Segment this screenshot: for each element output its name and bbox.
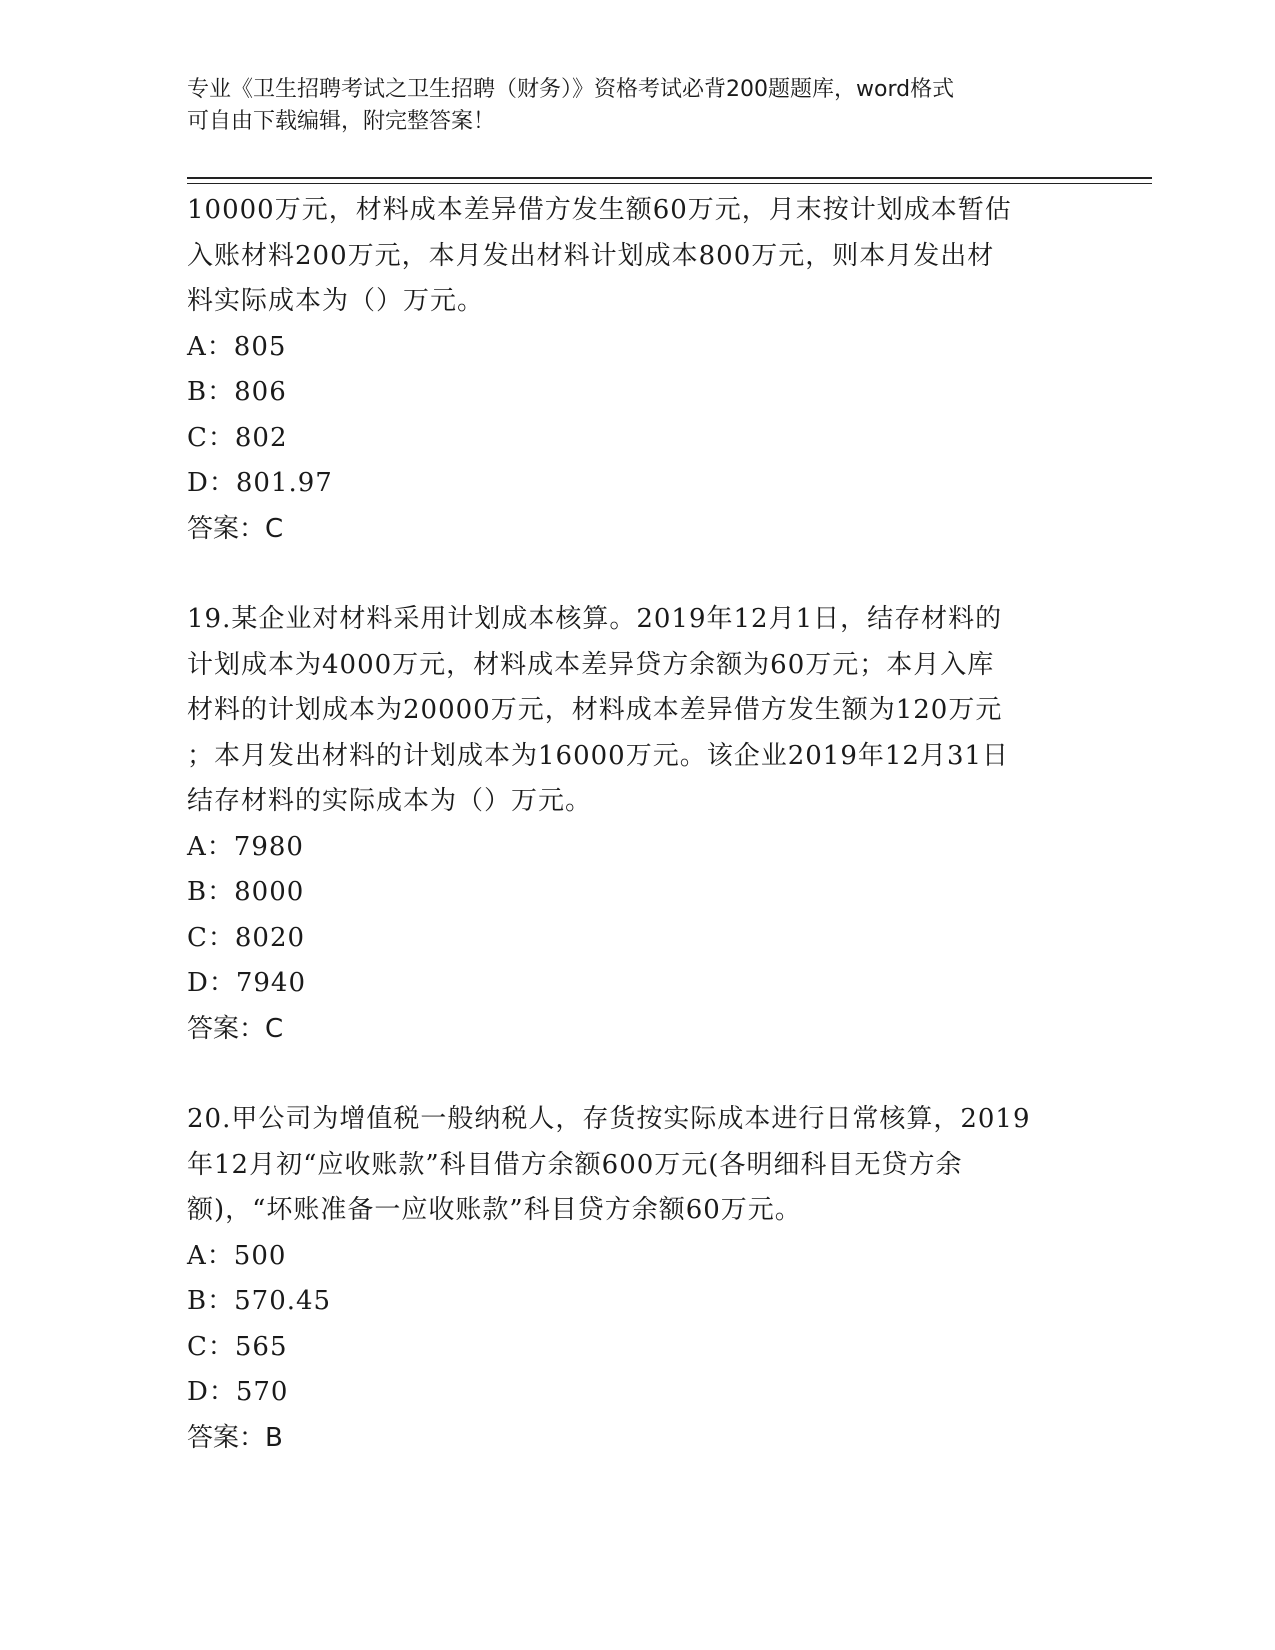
option-b: B：570.45: [187, 1286, 332, 1316]
question-block: [187, 1097, 1087, 1461]
question-stem-line: 材料的计划成本为20000万元，材料成本差异借方发生额为120万元: [187, 695, 1003, 725]
question-block: [187, 597, 1087, 1052]
option-d: D：7940: [187, 968, 307, 998]
option-b: B：806: [187, 377, 287, 407]
spacer: [187, 1052, 1087, 1097]
question-stem-line: 19.某企业对材料采用计划成本核算。2019年12月1日，结存材料的: [187, 604, 1003, 634]
option-d: D：570: [187, 1377, 289, 1407]
option-a: A：500: [187, 1240, 287, 1271]
question-stem-line: 计划成本为4000万元，材料成本差异贷方余额为60万元；本月入库: [187, 649, 995, 680]
document-header: [187, 74, 1067, 138]
question-block: [187, 188, 1087, 552]
question-stem-line: 10000万元，材料成本差异借方发生额60万元，月末按计划成本暂估: [187, 195, 1012, 225]
answer-line: 答案：B: [187, 1422, 283, 1453]
option-d: D：801.97: [187, 468, 333, 498]
question-stem-line: 入账材料200万元，本月发出材料计划成本800万元，则本月发出材: [187, 240, 995, 271]
question-stem-line: 20.甲公司为增值税一般纳税人，存货按实际成本进行日常核算，2019: [187, 1104, 1031, 1134]
header-divider-thin: [187, 183, 1152, 184]
option-a: A：7980: [187, 831, 304, 862]
question-stem-line: 料实际成本为（）万元。: [187, 286, 485, 316]
question-stem-line: 年12月初“应收账款”科目借方余额600万元(各明细科目无贷方余: [187, 1149, 963, 1180]
option-c: C：802: [187, 422, 288, 453]
option-a: A：805: [187, 331, 287, 362]
spacer: [187, 552, 1087, 597]
header-divider-thick: [187, 177, 1152, 179]
header-line-2: 可自由下载编辑，附完整答案！: [187, 109, 496, 134]
question-stem-line: 结存材料的实际成本为（）万元。: [187, 786, 593, 816]
option-c: C：8020: [187, 922, 306, 953]
answer-line: 答案：C: [187, 1013, 284, 1044]
option-b: B：8000: [187, 877, 305, 907]
question-stem-line: 额)，“坏账准备一应收账款”科目贷方余额60万元。: [187, 1195, 802, 1225]
option-c: C：565: [187, 1331, 288, 1362]
header-line-1: 专业《卫生招聘考试之卫生招聘（财务）》资格考试必背200题题库，word格式: [187, 77, 955, 102]
answer-line: 答案：C: [187, 513, 284, 544]
questions-body: [187, 188, 1087, 1461]
question-stem-line: ；本月发出材料的计划成本为16000万元。该企业2019年12月31日: [187, 740, 1010, 771]
